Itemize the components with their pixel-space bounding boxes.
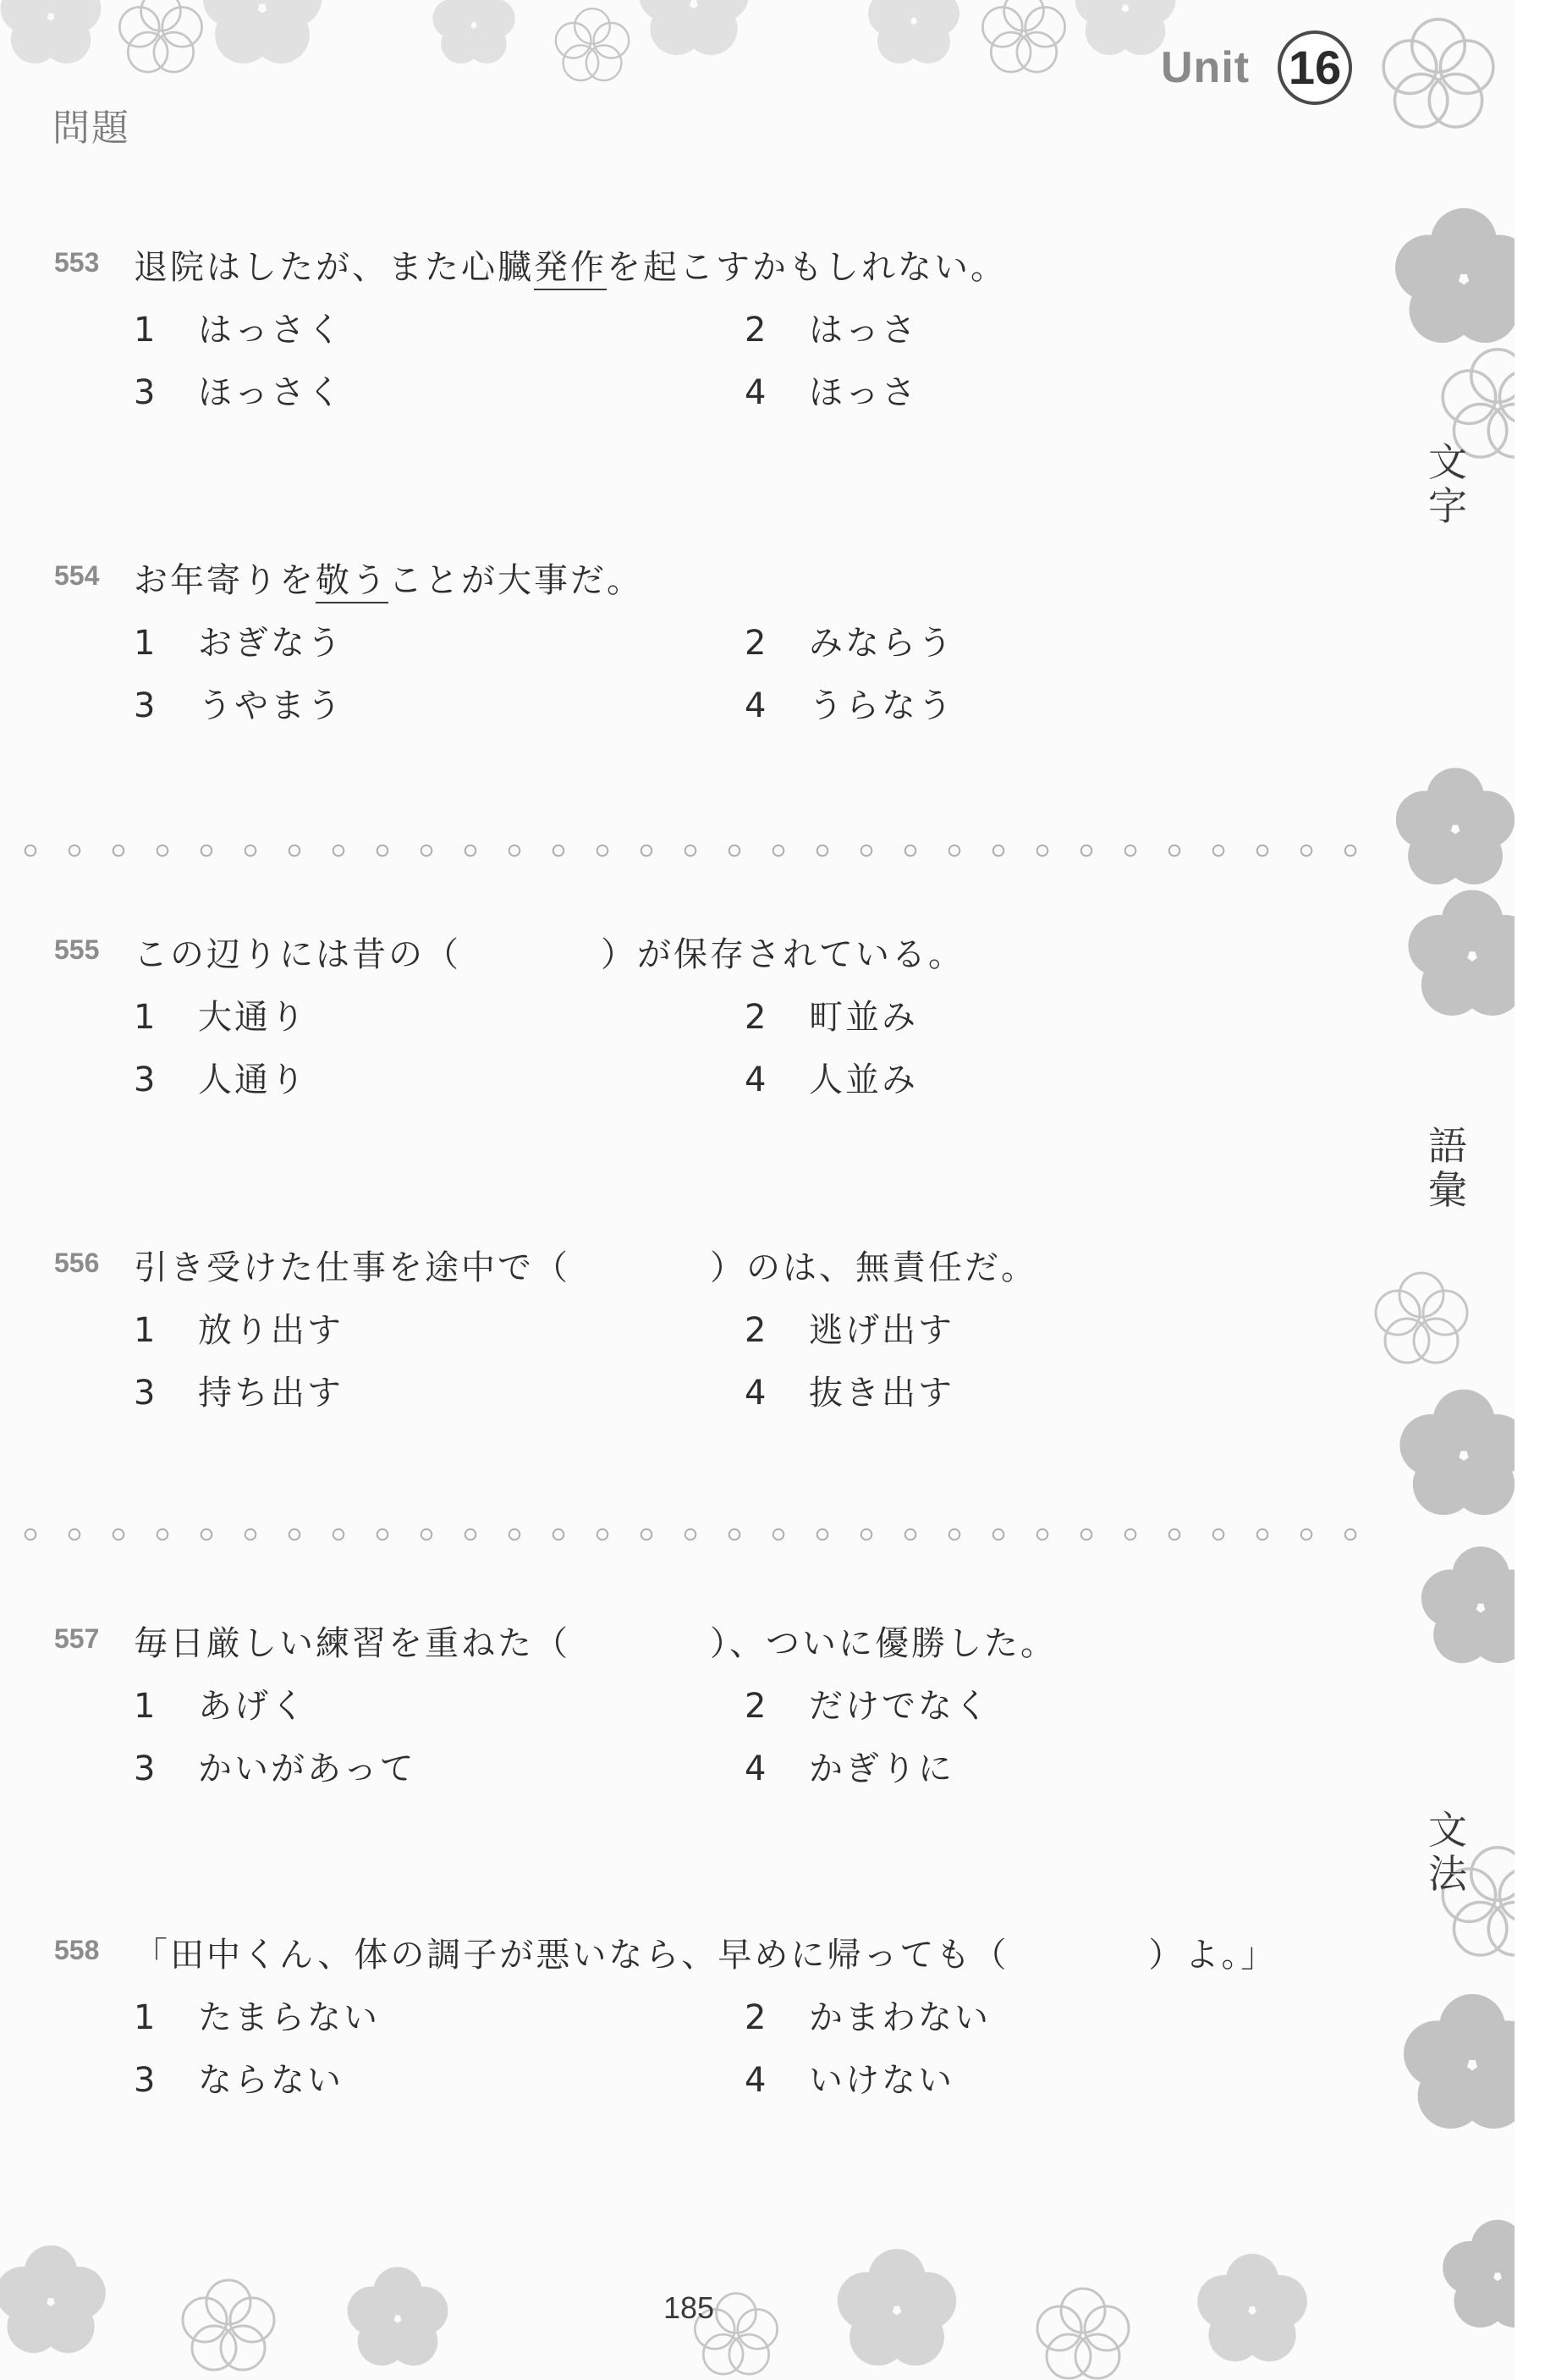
option-4[interactable]: 4 かぎりに — [745, 1749, 954, 1788]
question-stem: この辺りには昔の（ ）が保存されている。 — [134, 935, 965, 974]
unit-number-badge — [1278, 30, 1352, 105]
option-3[interactable]: 3 人通り — [134, 1061, 307, 1099]
option-2[interactable]: 2 はっさ — [745, 311, 918, 350]
option-2[interactable]: 2 みならう — [745, 624, 954, 663]
option-2[interactable]: 2 かまわない — [745, 1998, 991, 2037]
option-1[interactable]: 1 おぎなう — [134, 624, 344, 663]
option-2[interactable]: 2 町並み — [745, 998, 918, 1037]
option-2[interactable]: 2 だけでなく — [745, 1687, 991, 1726]
option-4[interactable]: 4 いけない — [745, 2061, 954, 2100]
dotted-divider — [8, 841, 1383, 860]
option-3[interactable]: 3 ほっさく — [134, 373, 344, 412]
option-1[interactable]: 1 大通り — [134, 998, 307, 1037]
section-heading: 問題 — [52, 107, 130, 150]
side-tab-goi: 語彙 — [1428, 1123, 1467, 1213]
option-4[interactable]: 4 抜き出す — [745, 1374, 954, 1413]
option-4[interactable]: 4 ほっさ — [745, 373, 918, 412]
question-stem: 「田中くん、体の調子が悪いなら、早めに帰っても（ ）よ。」 — [134, 1936, 1278, 1975]
option-4[interactable]: 4 うらなう — [745, 686, 954, 725]
question-number: 558 — [54, 1935, 100, 1965]
question-number: 556 — [54, 1248, 100, 1278]
dotted-divider — [8, 1525, 1383, 1544]
side-tab-moji: 文字 — [1428, 439, 1467, 529]
page-number: 185 — [663, 2290, 715, 2325]
question-stem: 退院はしたが、また心臓発作を起こすかもしれない。 — [134, 240, 1007, 289]
question-number: 555 — [54, 934, 100, 965]
underlined-word: 敬う — [316, 561, 388, 603]
question-number: 553 — [54, 247, 100, 278]
option-2[interactable]: 2 逃げ出す — [745, 1311, 954, 1350]
option-3[interactable]: 3 ならない — [134, 2061, 344, 2100]
question-number: 554 — [54, 560, 100, 591]
unit-label: Unit — [1161, 43, 1251, 92]
page-edge — [1515, 0, 1556, 2380]
side-tab-bunpou: 文法 — [1428, 1807, 1467, 1897]
option-1[interactable]: 1 はっさく — [134, 311, 344, 350]
option-1[interactable]: 1 あげく — [134, 1687, 307, 1726]
option-3[interactable]: 3 かいがあって — [134, 1749, 416, 1788]
question-stem: 引き受けた仕事を途中で（ ）のは、無責任だ。 — [134, 1248, 1037, 1287]
option-1[interactable]: 1 放り出す — [134, 1311, 344, 1350]
option-4[interactable]: 4 人並み — [745, 1061, 918, 1099]
unit-number: 16 — [1288, 41, 1342, 94]
option-3[interactable]: 3 うやまう — [134, 686, 344, 725]
option-1[interactable]: 1 たまらない — [134, 1998, 380, 2037]
question-stem: 毎日厳しい練習を重ねた（ ）、ついに優勝した。 — [134, 1624, 1057, 1663]
question-stem: お年寄りを敬うことが大事だ。 — [134, 554, 643, 602]
question-number: 557 — [54, 1623, 100, 1654]
option-3[interactable]: 3 持ち出す — [134, 1374, 344, 1413]
underlined-word: 発作 — [534, 248, 607, 290]
